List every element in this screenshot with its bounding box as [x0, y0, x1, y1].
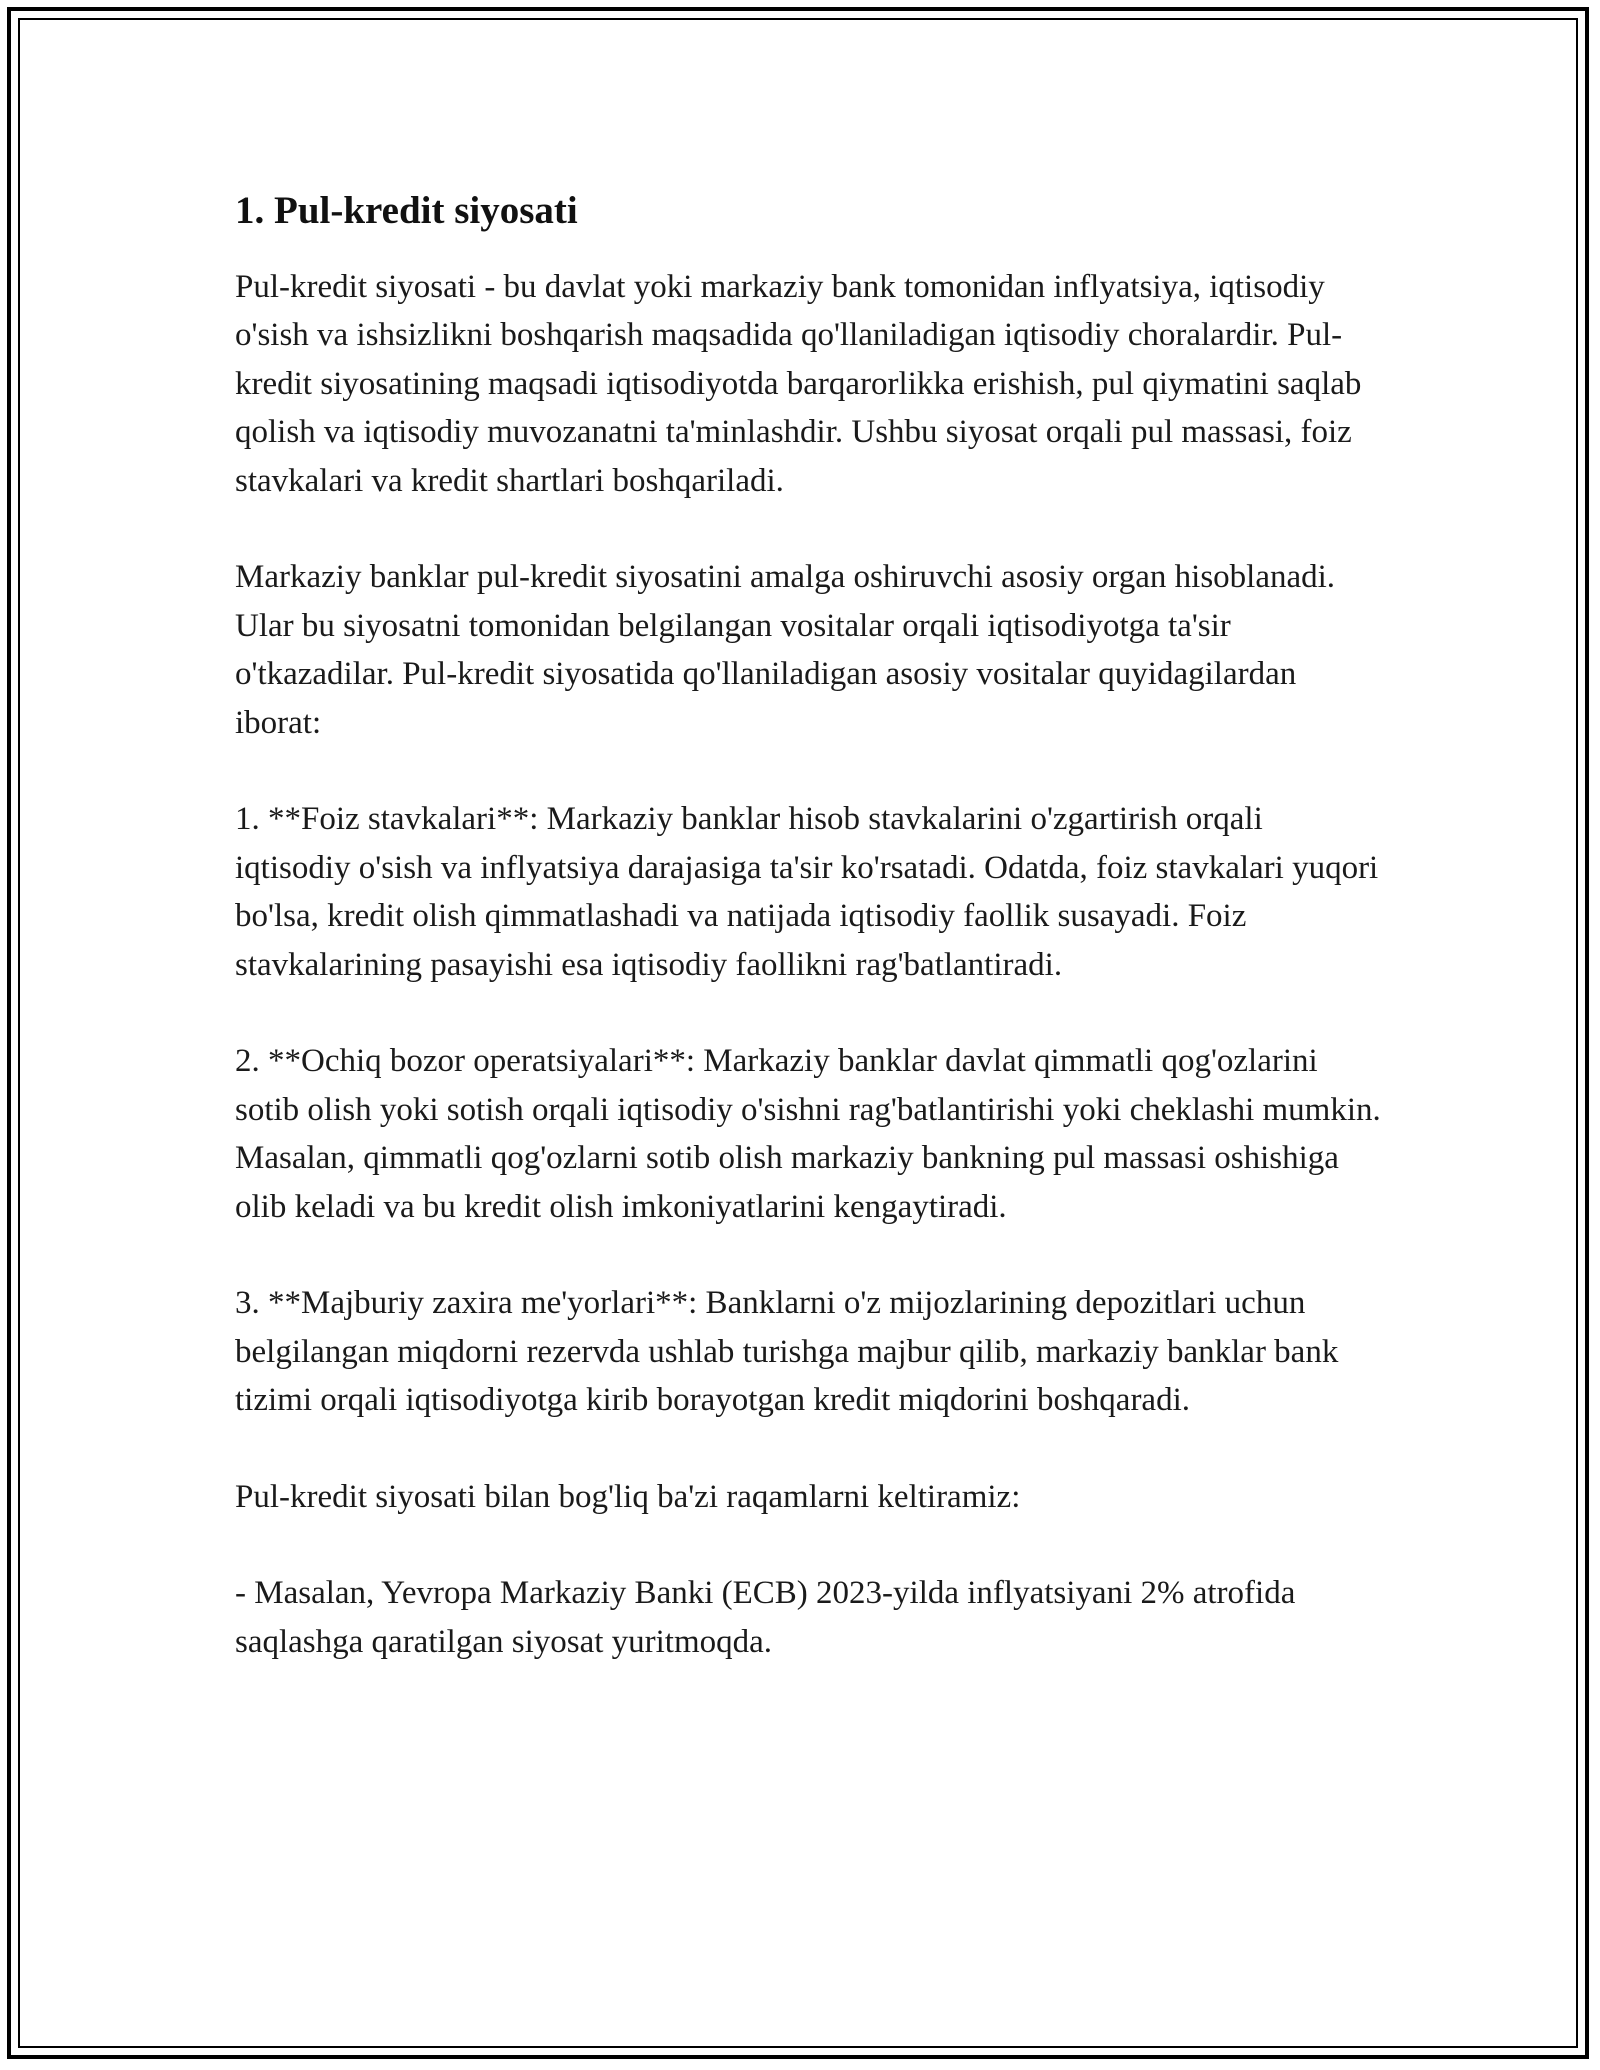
- paragraph-central-banks: Markaziy banklar pul-kredit siyosatini amalga oshiruvchi asosiy organ hisoblanadi. Ular bu siyosatni tomonidan belgilangan vositalar orqali iqtisodiyotga ta'sir o'tkazadilar. Pul-kredit siyosatida qo'llaniladigan asosiy vositalar quyidagilardan iborat:: [235, 559, 1336, 741]
- list-item-reserve-requirements: 3. **Majburiy zaxira me'yorlari**: Banklarni o'z mijozlarining depozitlari uchun belgilangan miqdorni rezervda ushlab turishga majbur qilib, markaziy banklar bank tizimi orqali iqtisodiyotga kirib borayotgan kredit miqdorini boshqaradi.: [235, 1285, 1339, 1419]
- bullet-ecb-example: - Masalan, Yevropa Markaziy Banki (ECB) 2023-yilda inflyatsiyani 2% atrofida saqlashga qaratilgan siyosat yuritmoqda.: [235, 1575, 1296, 1660]
- paragraph-figures-intro: Pul-kredit siyosati bilan bog'liq ba'zi raqamlarni keltiramiz:: [235, 1478, 1021, 1515]
- document-body: [235, 186, 1385, 1666]
- list-item-open-market-operations: 2. **Ochiq bozor operatsiyalari**: Markaziy banklar davlat qimmatli qog'ozlarini sotib olish yoki sotish orqali iqtisodiy o'sishni rag'batlantirishi yoki cheklashi mumkin. Masalan, qimmatli qog'ozlarni sotib olish markaziy bankning pul massasi oshishiga olib keladi va bu kredit olish imkoniyatlarini kengaytiradi.: [235, 1043, 1381, 1225]
- section-heading: 1. Pul-kredit siyosati: [235, 189, 578, 232]
- paragraph-gap: [235, 1521, 1385, 1569]
- paragraph-definition: Pul-kredit siyosati - bu davlat yoki markaziy bank tomonidan inflyatsiya, iqtisodiy o'sish va ishsizlikni boshqarish maqsadida qo'llaniladigan iqtisodiy choralardir. Pul-kredit siyosatining maqsadi iqtisodiyotda barqarorlikka erishish, pul qiymatini saqlab qolish va iqtisodiy muvozanatni ta'minlashdir. Ushbu siyosat orqali pul massasi, foiz stavkalari va kredit shartlari boshqariladi.: [235, 268, 1362, 499]
- list-item-interest-rates: 1. **Foiz stavkalari**: Markaziy banklar hisob stavkalarini o'zgartirish orqali iqtisodiy o'sish va inflyatsiya darajasiga ta'sir ko'rsatadi. Odatda, foiz stavkalari yuqori bo'lsa, kredit olish qimmatlashadi va natijada iqtisodiy faollik susayadi. Foiz stavkalarining pasayishi esa iqtisodiy faollikni rag'batlantiradi.: [235, 801, 1379, 983]
- paragraph-gap: [235, 1231, 1385, 1279]
- paragraph-gap: [235, 989, 1385, 1037]
- paragraph-gap: [235, 505, 1385, 553]
- paragraph-gap: [235, 747, 1385, 795]
- paragraph-gap: [235, 1425, 1385, 1473]
